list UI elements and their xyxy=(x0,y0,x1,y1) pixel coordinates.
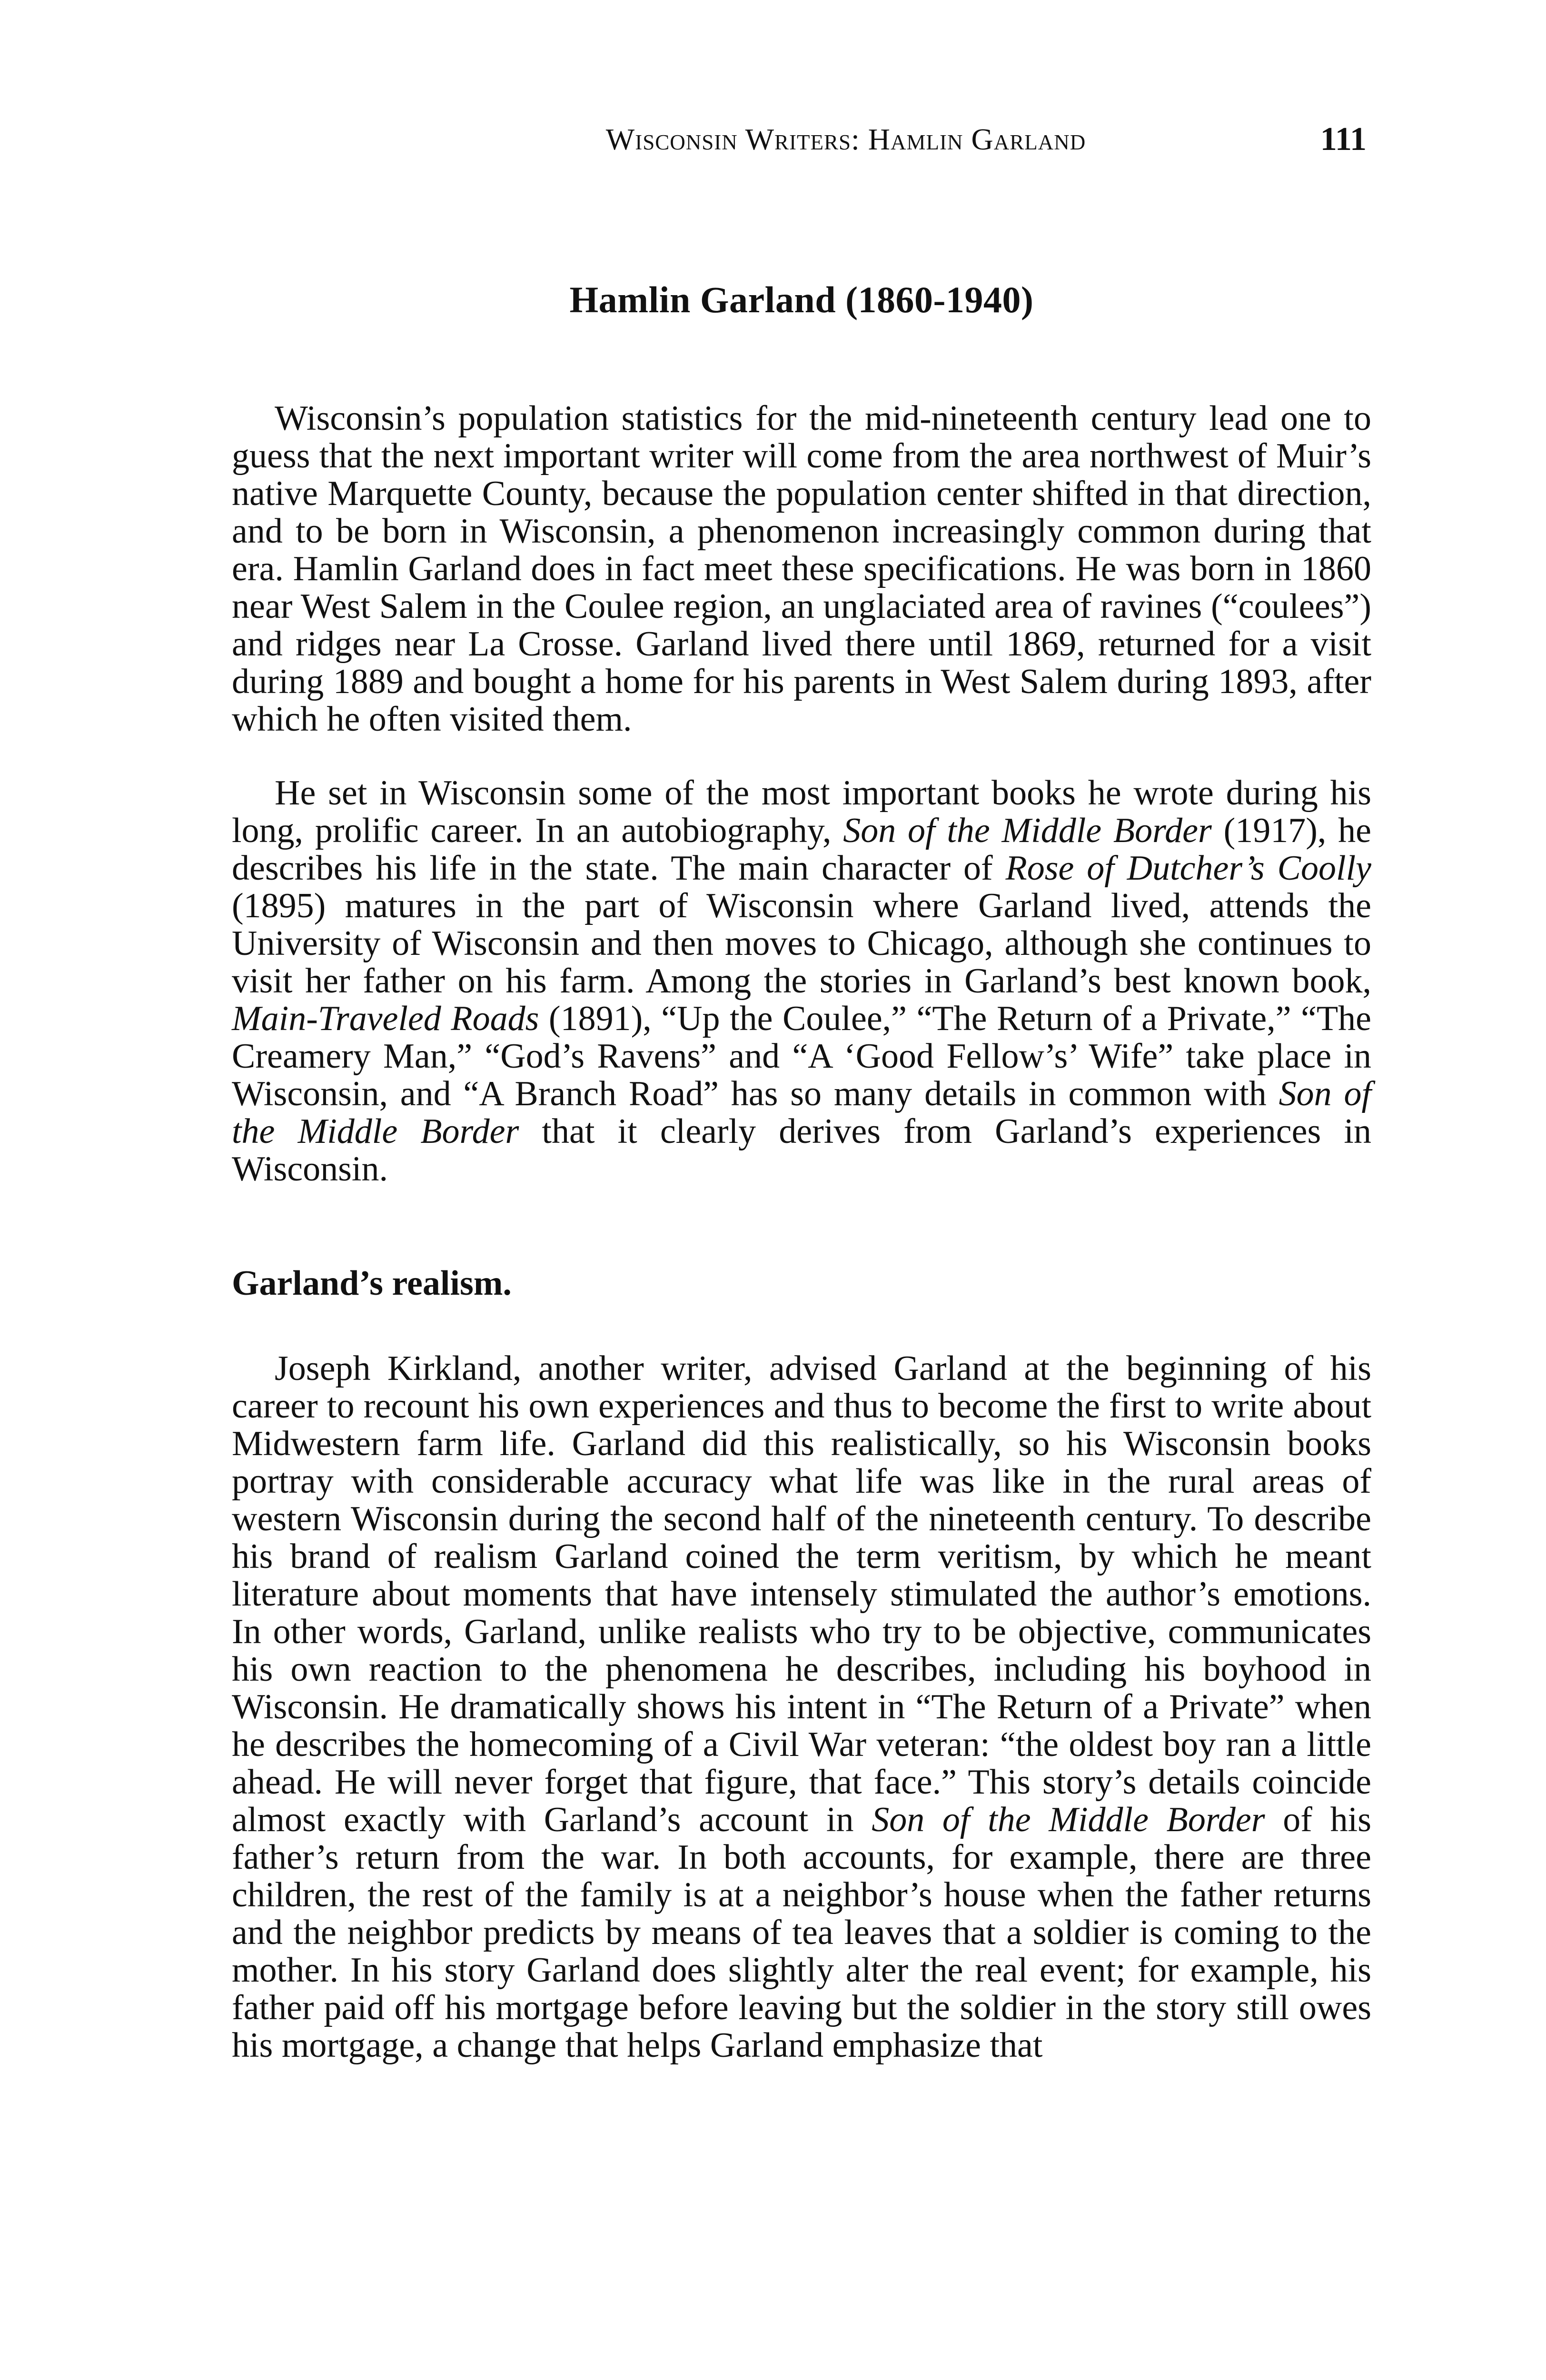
section-paragraph-1 xyxy=(232,1350,1371,2064)
page-number: 111 xyxy=(1320,121,1367,158)
text-run: (1891), “Up the Coulee,” “The Return of a Private,” “The Creamery Man,” “God’s Ravens” and “A ‘Good Fellow’s’ Wife” take place in Wisconsin, and “A Branch Road” has so many details in common with xyxy=(232,999,1371,1113)
italic-title-run: Son of the Middle Border xyxy=(872,1800,1265,1839)
text-run: Joseph Kirkland, another writer, advised Garland at the beginning of his career to recount his own experiences and thus to become the first to write about Midwestern farm life. Garland did this realistically, so his Wisconsin books portray with considerable accuracy what life was like in the rural areas of western Wisconsin during the second half of the nineteenth century. To describe his brand of realism Garland coined the term veritism, by which he meant literature about moments that have intensely stimulated the author’s emotions. In other words, Garland, unlike realists who try to be objective, communicates his own reaction to the phenomena he describes, including his boyhood in Wisconsin. He dramatically shows his intent in “The Return of a Private” when he describes the homecoming of a Civil War veteran: “the oldest boy ran a little ahead. He will never forget that figure, that face.” This story’s details coincide almost exactly with Garland’s account in xyxy=(232,1349,1371,1839)
running-head xyxy=(232,113,1371,166)
running-title: Wisconsin Writers: Hamlin Garland xyxy=(605,122,1086,156)
text-run: (1917), he describes his life in the state. The main character of xyxy=(232,811,1371,888)
text-run: (1895) matures in the part of Wisconsin where Garland lived, attends the University of Wisconsin and then moves to Chicago, although she continues to visit her father on his farm. Among the stories in Garland’s best known book, xyxy=(232,886,1371,1001)
italic-title-run: Main-Traveled Roads xyxy=(232,999,539,1038)
text-run: He set in Wisconsin some of the most important books he wrote during his long, prolific career. In an autobiography, xyxy=(232,774,1371,850)
text-run: of his father’s return from the war. In both accounts, for example, there are three children, the rest of the family is at a neighbor’s house when the father returns and the neighbor predicts by means of tea leaves that a soldier is coming to the mother. In his story Garland does slightly alter the real event; for example, his father paid off his mortgage before leaving but the soldier in the story still owes his mortgage, a change that helps Garland emphasize that xyxy=(232,1800,1372,2065)
section-heading: Garland’s realism. xyxy=(232,1264,512,1303)
page-body xyxy=(232,271,1371,2064)
text-run: that it clearly derives from Garland’s experiences in Wisconsin. xyxy=(232,1112,1371,1189)
italic-title-run: Son of the Middle Border xyxy=(843,811,1212,850)
text-run: Wisconsin’s population statistics for the mid-nineteenth century lead one to guess that the next important writer will come from the area northwest of Muir’s native Marquette County, because the population center shifted in that direction, and to be born in Wisconsin, a phenomenon increasingly common during that era. Hamlin Garland does in fact meet these specifications. He was born in 1860 near West Salem in the Coulee region, an unglaciated area of ravines (“coulees”) and ridges near La Crosse. Garland lived there until 1869, returned for a visit during 1889 and bought a home for his parents in West Salem during 1893, after which he often visited them. xyxy=(232,399,1371,739)
body-paragraph-1 xyxy=(232,400,1371,738)
italic-title-run: Rose of Dutcher’s Coolly xyxy=(1005,849,1371,888)
body-paragraph-2 xyxy=(232,774,1371,1188)
chapter-title: Hamlin Garland (1860-1940) xyxy=(569,279,1034,320)
italic-title-run: Son of the Middle Border xyxy=(232,1074,1372,1151)
